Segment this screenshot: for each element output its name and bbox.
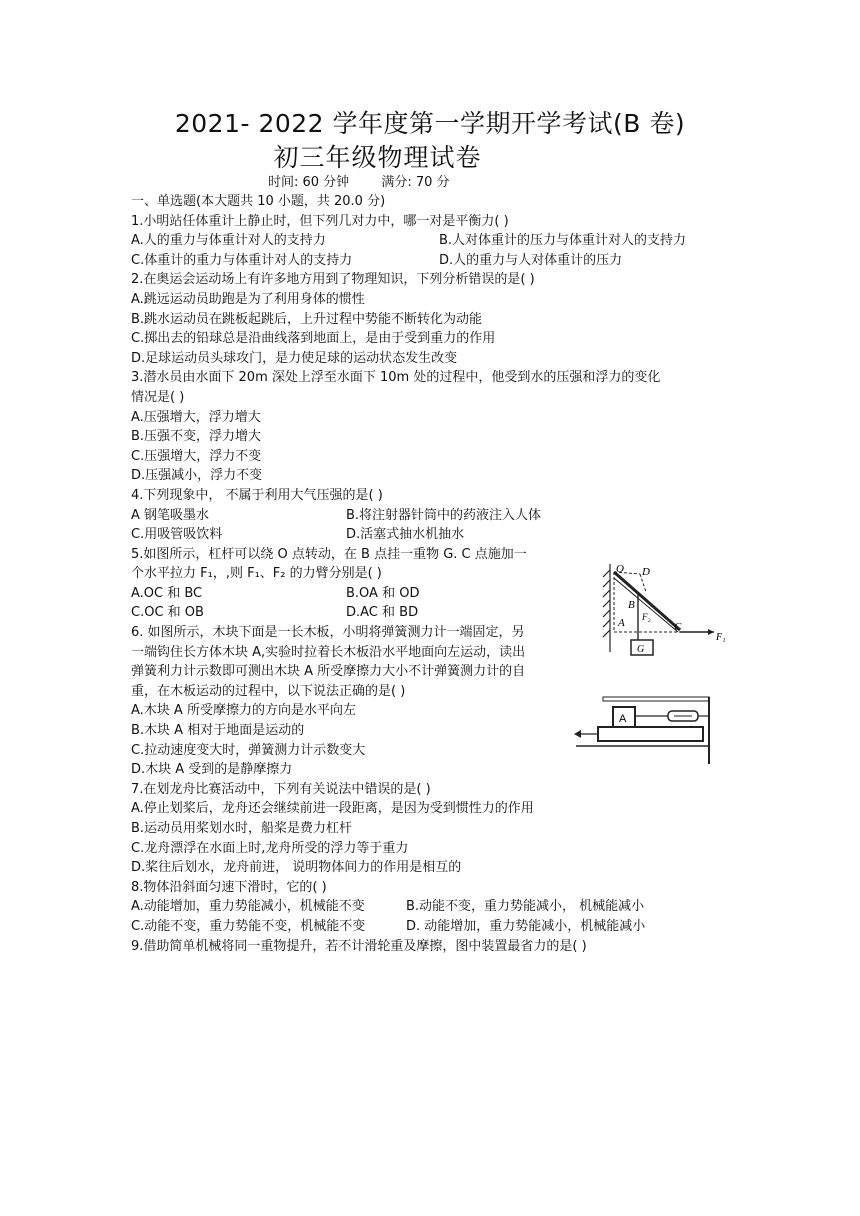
q3-option-d: D.压强减小，浮力不变 [131, 468, 263, 484]
q5-stem-line1: 5.如图所示，杠杆可以绕 O 点转动，在 B 点挂一重物 G. C 点施加一 [131, 546, 527, 562]
q3-option-a: A.压强增大，浮力增大 [131, 409, 261, 425]
label-d: D [642, 566, 650, 578]
q8-options-row1 [131, 897, 741, 917]
q5-option-c: C.OC 和 OB [131, 605, 204, 621]
q8-option-a: A.动能增加，重力势能减小，机械能不变 [131, 899, 365, 915]
q9-stem: 9.借助简单机械将同一重物提升，若不计滑轮重及摩擦，图中装置最省力的是( ) [131, 938, 587, 954]
page-title: 2021- 2022 学年度第一学期开学考试(B 卷) [174, 109, 686, 138]
q5-option-b: B.OA 和 OD [346, 585, 420, 601]
q4-option-d: D.活塞式抽水机抽水 [346, 527, 465, 543]
q5-option-a: A.OC 和 BC [131, 585, 203, 601]
q2-stem: 2.在奥运会运动场上有许多地方用到了物理知识，下列分析错误的是( ) [131, 272, 535, 288]
q6-option-a: A.木块 A 所受摩擦力的方向是水平向左 [131, 703, 356, 719]
q5-option-d: D.AC 和 BD [346, 605, 419, 621]
q7-stem: 7.在划龙舟比赛活动中，下列有关说法中错误的是( ) [131, 781, 431, 797]
q4-option-b: B.将注射器针筒中的药液注入人体 [346, 507, 542, 523]
q3-stem-line1: 3.潜水员由水面下 20m 深处上浮至水面下 10m 处的过程中，他受到水的压强和浮力的变化 [131, 370, 661, 386]
pull-arrowhead [574, 730, 581, 738]
block-a-label: A [619, 713, 627, 725]
exam-score: 满分: 70 分 [381, 175, 450, 190]
q2-option-b: B.跳水运动员在跳板起跳后，上升过程中势能不断转化为动能 [131, 311, 483, 327]
q6-option-b: B.木块 A 相对于地面是运动的 [131, 723, 305, 739]
force-f1-arrowhead [708, 629, 714, 635]
q6-stem-line4: 重，在木板运动的过程中，以下说法正确的是( ) [131, 683, 406, 699]
q2-option-c: C.掷出去的铅球总是沿曲线落到地面上，是由于受到重力的作用 [131, 331, 496, 347]
q7-option-b: B.运动员用桨划水时，船桨是费力杠杆 [131, 821, 353, 836]
q1-options-row1 [131, 231, 741, 251]
q1-stem: 1.小明站任体重计上静止时，但下列几对力中，哪一对是平衡力( ) [131, 213, 509, 229]
label-b: B [628, 599, 635, 611]
q4-option-c: C.用吸管吸饮料 [131, 527, 223, 543]
q6-stem-line3: 弹簧利力计示数即可测出木块 A 所受摩擦力大小不计弹簧测力计的自 [131, 664, 526, 680]
q6-option-c: C.拉动速度变大时，弹簧测力计示数变大 [131, 742, 366, 758]
friction-figure [568, 694, 716, 766]
q8-stem: 8.物体沿斜面匀速下滑时，它的( ) [131, 879, 327, 895]
q2-option-a: A.跳远运动员助跑是为了利用身体的惯性 [131, 291, 365, 307]
q7-option-a: A.停止划桨后，龙舟还会继续前进一段距离，是因为受到惯性力的作用 [131, 801, 534, 817]
exam-time: 时间: 60 分钟 [268, 175, 350, 190]
page-subtitle: 初三年级物理试卷 [273, 143, 482, 172]
q8-option-c: C.动能不变，重力势能不变，机械能不变 [131, 918, 366, 934]
q7-option-c: C.龙舟漂浮在水面上时,龙舟所受的浮力等于重力 [131, 840, 409, 856]
q4-option-a: A 钢笔吸墨水 [131, 507, 210, 523]
q2-option-d: D.足球运动员头球攻门，是力使足球的运动状态发生改变 [131, 350, 458, 366]
q8-option-b: B.动能不变，重力势能减小， 机械能减小 [406, 899, 645, 915]
q1-option-b: B.人对体重计的压力与体重计对人的支持力 [439, 233, 687, 249]
q1-options-row2 [131, 251, 741, 271]
q3-option-c: C.压强增大，浮力不变 [131, 448, 262, 464]
q4-stem: 4.下列现象中， 不属于利用大气压强的是( ) [131, 487, 383, 503]
exam-meta [268, 174, 478, 192]
q6-option-d: D.木块 A 受到的是静摩擦力 [131, 762, 293, 778]
q6-stem-line1: 6. 如图所示，木块下面是一长木板，小明将弹簧测力计一端固定，另 [131, 625, 525, 641]
q6-stem-line2: 一端钩住长方体木块 A,实验时拉着长木板沿水平地面向左运动，读出 [131, 644, 526, 660]
q1-option-a: A.人的重力与体重计对人的支持力 [131, 233, 326, 249]
frame-top [603, 697, 709, 701]
label-a: A [618, 617, 625, 629]
q8-option-d: D. 动能增加，重力势能减小，机械能减小 [406, 918, 646, 934]
lever-figure [598, 560, 733, 660]
q4-options-row2 [131, 525, 741, 545]
label-g: G [637, 644, 645, 655]
label-f2: F₂ [642, 612, 651, 622]
label-f1: F₁ [716, 632, 726, 643]
q1-option-c: C.体重计的重力与体重计对人的支持力 [131, 252, 353, 268]
q5-stem-line2: 个水平拉力 F₁，,则 F₁、F₂ 的力臂分别是( ) [131, 566, 382, 582]
q3-stem-line2: 情况是( ) [131, 389, 185, 405]
q3-option-b: B.压强不变，浮力增大 [131, 429, 262, 445]
long-board [598, 727, 703, 741]
wall-hatching [603, 564, 610, 652]
q8-options-row2 [131, 917, 741, 937]
q7-option-d: D.桨往后划水，龙舟前进， 说明物体间力的作用是相互的 [131, 860, 462, 876]
label-o: O [616, 563, 624, 575]
q4-options-row1 [131, 506, 741, 526]
q1-option-d: D.人的重力与人对体重计的压力 [439, 252, 623, 268]
section-heading: 一、单选题(本大题共 10 小题，共 20.0 分) [131, 194, 386, 209]
label-c: C [674, 621, 682, 633]
